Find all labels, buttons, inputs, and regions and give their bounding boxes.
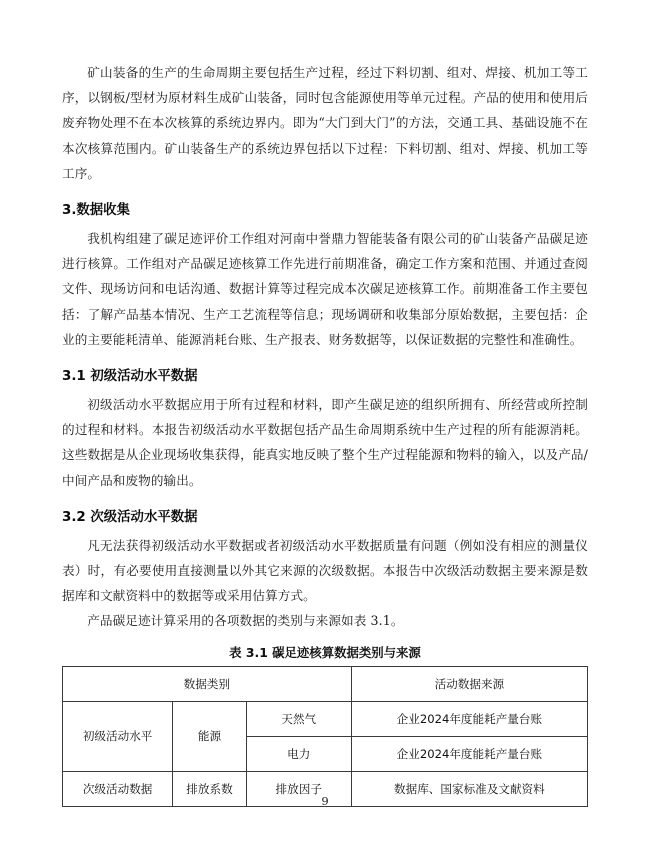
table-cell-source: 企业2024年度能耗产量台账 <box>351 736 587 771</box>
section-heading-secondary-activity-data: 3.2 次级活动水平数据 <box>62 509 198 525</box>
data-source-table <box>62 666 588 807</box>
section-heading-primary-activity-data: 3.1 初级活动水平数据 <box>62 369 198 385</box>
section-paragraph-data-collection: 我机构组建了碳足迹评价工作组对河南中誉鼎力智能装备有限公司的矿山装备产品碳足迹进行核算。工作组对产品碳足迹核算工作先进行前期准备，确定工作方案和范围、并通过查阅文件、现场访问和电话沟通、数据计算等过程完成本次碳足迹核算工作。前期准备工作主要包括：了解产品基本情况、生产工艺流程等信息；现场调研和收集部分原始数据，主要包括：企业的主要能耗清单、能源消耗台账、生产报表、财务数据等，以保证数据的完整性和准确性。 <box>62 231 588 347</box>
intro-paragraph: 矿山装备的生产的生命周期主要包括生产过程，经过下料切割、组对、焊接、机加工等工序，以钢板/型材为原材料生成矿山装备，同时包含能源使用等单元过程。产品的使用和使用后废弃物处理不在本次核算的系统边界内。即为“大门到大门”的方法，交通工具、基础设施不在本次核算范围内。矿山装备生产的系统边界包括以下过程：下料切割、组对、焊接、机加工等工序。 <box>62 65 588 181</box>
table-cell-subcategory: 排放系数 <box>173 771 247 806</box>
table-cell-item: 天然气 <box>246 701 351 736</box>
page-number: 9 <box>321 794 329 808</box>
table-caption: 表 3.1 碳足迹核算数据类别与来源 <box>229 644 421 660</box>
table-header-category: 数据类别 <box>63 666 352 701</box>
table-cell-item: 电力 <box>246 736 351 771</box>
table-header-row <box>63 666 588 701</box>
table-cell-category: 初级活动水平 <box>63 701 173 771</box>
table-cell-source: 企业2024年度能耗产量台账 <box>351 701 587 736</box>
page-content <box>62 60 588 807</box>
section-paragraph-secondary-activity-data-2: 产品碳足迹计算采用的各项数据的类别与来源如表 3.1。 <box>87 613 404 629</box>
section-paragraph-secondary-activity-data-1: 凡无法获得初级活动水平数据或者初级活动水平数据质量有问题（例如没有相应的测量仪表）时，有必要使用直接测量以外其它来源的次级数据。本报告中次级活动数据主要来源是数据库和文献资料中的数据等或采用估算方式。 <box>62 537 588 604</box>
table-cell-category: 次级活动数据 <box>63 771 173 806</box>
table-header-source: 活动数据来源 <box>351 666 587 701</box>
table-row <box>63 701 588 736</box>
section-paragraph-primary-activity-data: 初级活动水平数据应用于所有过程和材料，即产生碳足迹的组织所拥有、所经营或所控制的过程和材料。本报告初级活动水平数据包括产品生命周期系统中生产过程的所有能源消耗。这些数据是从企业现场收集获得，能真实地反映了整个生产过程能源和物料的输入，以及产品/中间产品和废物的输出。 <box>62 397 588 488</box>
table-cell-source: 数据库、国家标准及文献资料 <box>351 771 587 806</box>
section-heading-data-collection: 3.数据收集 <box>62 203 130 219</box>
table-cell-subcategory: 能源 <box>173 701 247 771</box>
table-cell-item: 排放因子 <box>246 771 351 806</box>
